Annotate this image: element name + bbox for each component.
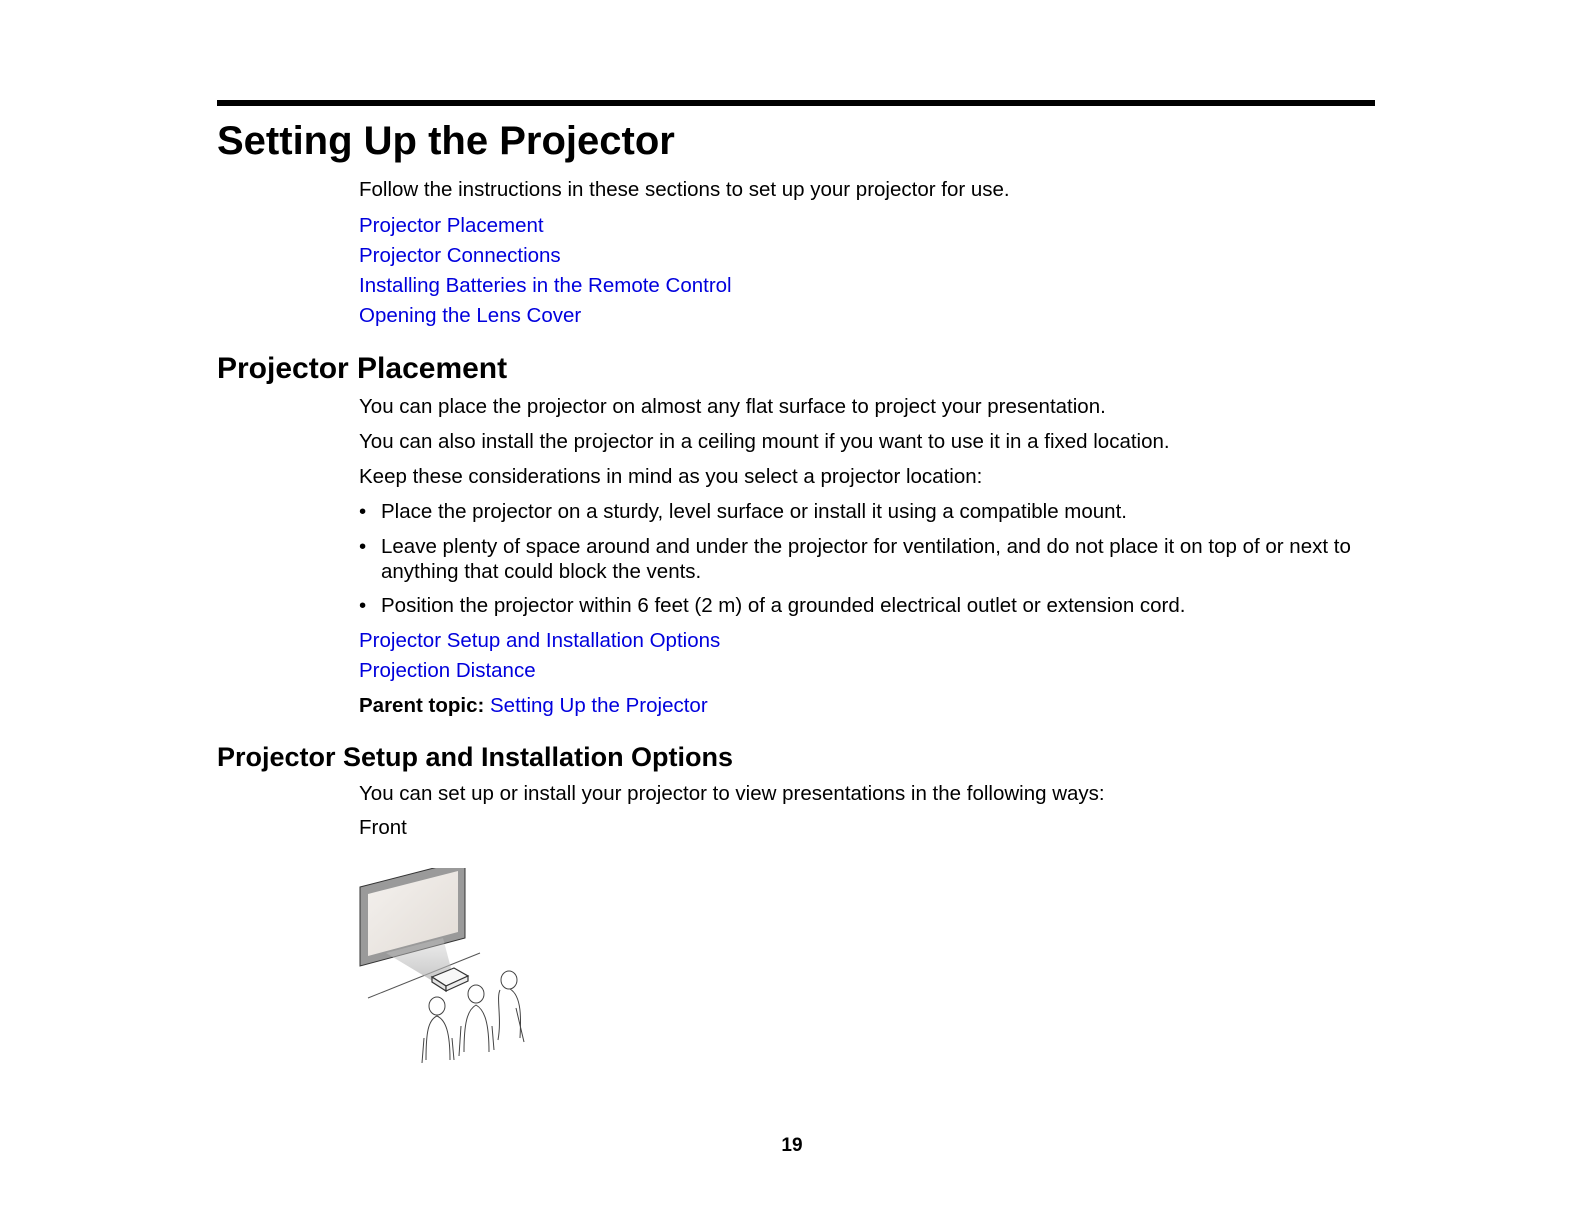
toc-link-lens-cover[interactable] <box>359 303 581 328</box>
placement-paragraph-3: Keep these considerations in mind as you select a projector location: <box>359 465 983 488</box>
setup-paragraph: You can set up or install your projector to view presentations in the following ways: <box>359 782 1105 805</box>
link-projection-distance[interactable] <box>359 658 536 683</box>
bullet-marker: • <box>359 535 367 558</box>
parent-topic-link[interactable]: Setting Up the Projector <box>490 694 708 717</box>
placement-paragraph-2: You can also install the projector in a ceiling mount if you want to use it in a fixed location. <box>359 430 1170 453</box>
placement-bullet-3: Position the projector within 6 feet (2 m) of a grounded electrical outlet or extension cord. <box>381 594 1186 617</box>
placement-bullet-1: Place the projector on a sturdy, level surface or install it using a compatible mount. <box>381 500 1127 523</box>
toc-link-placement-text[interactable]: Projector Placement <box>359 214 544 237</box>
placement-bullet-2: Leave plenty of space around and under the projector for ventilation, and do not place it on top of or next to anything that could block the vents. <box>381 535 1351 583</box>
link-projection-distance-text[interactable]: Projection Distance <box>359 659 536 682</box>
top-rule <box>217 100 1375 106</box>
toc-link-connections[interactable] <box>359 243 561 268</box>
toc-link-connections-text[interactable]: Projector Connections <box>359 244 561 267</box>
page-title: Setting Up the Projector <box>217 119 675 163</box>
link-setup-options-text[interactable]: Projector Setup and Installation Options <box>359 629 721 652</box>
intro-text: Follow the instructions in these sections to set up your projector for use. <box>359 178 1010 201</box>
parent-topic <box>359 693 708 718</box>
link-setup-options[interactable] <box>359 628 720 653</box>
bullet-marker: • <box>359 500 367 523</box>
bullet-marker: • <box>359 594 367 617</box>
front-projection-illustration <box>358 868 538 1068</box>
page-number: 19 <box>781 1135 803 1156</box>
toc-link-lens-cover-text[interactable]: Opening the Lens Cover <box>359 304 582 327</box>
toc-link-placement[interactable] <box>359 213 544 238</box>
setup-heading: Projector Setup and Installation Options <box>217 742 734 772</box>
placement-heading: Projector Placement <box>217 352 508 385</box>
parent-topic-label: Parent topic: <box>359 694 485 717</box>
setup-option-label: Front <box>359 816 407 839</box>
placement-paragraph-1: You can place the projector on almost any flat surface to project your presentation. <box>359 395 1106 418</box>
toc-link-batteries[interactable] <box>359 273 732 298</box>
toc-link-batteries-text[interactable]: Installing Batteries in the Remote Control <box>359 274 732 297</box>
